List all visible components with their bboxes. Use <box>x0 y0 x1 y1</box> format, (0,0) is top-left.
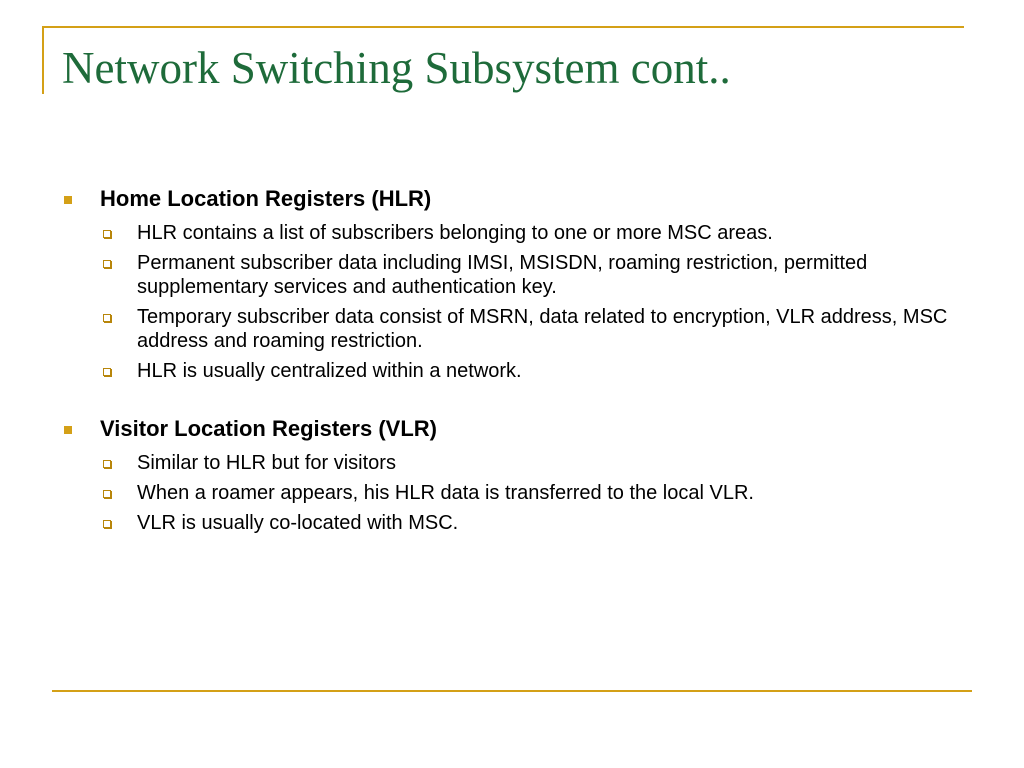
hollow-square-bullet-icon <box>103 460 111 468</box>
list-item <box>62 251 962 299</box>
section-vlr <box>62 413 962 535</box>
hollow-square-bullet-icon <box>103 260 111 268</box>
list-item-text: Temporary subscriber data consist of MSRN, data related to encryption, VLR address, MSC address and roaming restriction. <box>137 306 948 352</box>
hollow-square-bullet-icon <box>103 520 111 528</box>
section-heading-text: Visitor Location Registers (VLR) <box>100 416 437 441</box>
frame-vertical-rule <box>42 26 44 94</box>
list-item-text: Similar to HLR but for visitors <box>137 452 396 474</box>
section-heading <box>62 413 962 445</box>
hollow-square-bullet-icon <box>103 314 111 322</box>
list-item-text: HLR is usually centralized within a network. <box>137 360 522 382</box>
filled-square-bullet-icon <box>64 196 72 204</box>
slide-content <box>62 183 962 565</box>
hollow-square-bullet-icon <box>103 230 111 238</box>
hollow-square-bullet-icon <box>103 490 111 498</box>
list-item <box>62 511 962 535</box>
filled-square-bullet-icon <box>64 426 72 434</box>
list-item-text: When a roamer appears, his HLR data is transferred to the local VLR. <box>137 482 754 504</box>
list-item <box>62 359 962 383</box>
list-item-text: VLR is usually co-located with MSC. <box>137 512 459 534</box>
list-item <box>62 481 962 505</box>
list-item <box>62 305 962 353</box>
frame-top-rule <box>42 26 964 28</box>
slide-title: Network Switching Subsystem cont.. <box>62 43 731 93</box>
section-hlr <box>62 183 962 383</box>
list-item-text: HLR contains a list of subscribers belonging to one or more MSC areas. <box>137 222 773 244</box>
section-heading-text: Home Location Registers (HLR) <box>100 186 432 211</box>
list-item <box>62 221 962 245</box>
list-item-text: Permanent subscriber data including IMSI, MSISDN, roaming restriction, permitted supplementary services and authentication key. <box>137 252 868 298</box>
frame-bottom-rule <box>52 690 972 692</box>
hollow-square-bullet-icon <box>103 368 111 376</box>
list-item <box>62 451 962 475</box>
section-heading <box>62 183 962 215</box>
